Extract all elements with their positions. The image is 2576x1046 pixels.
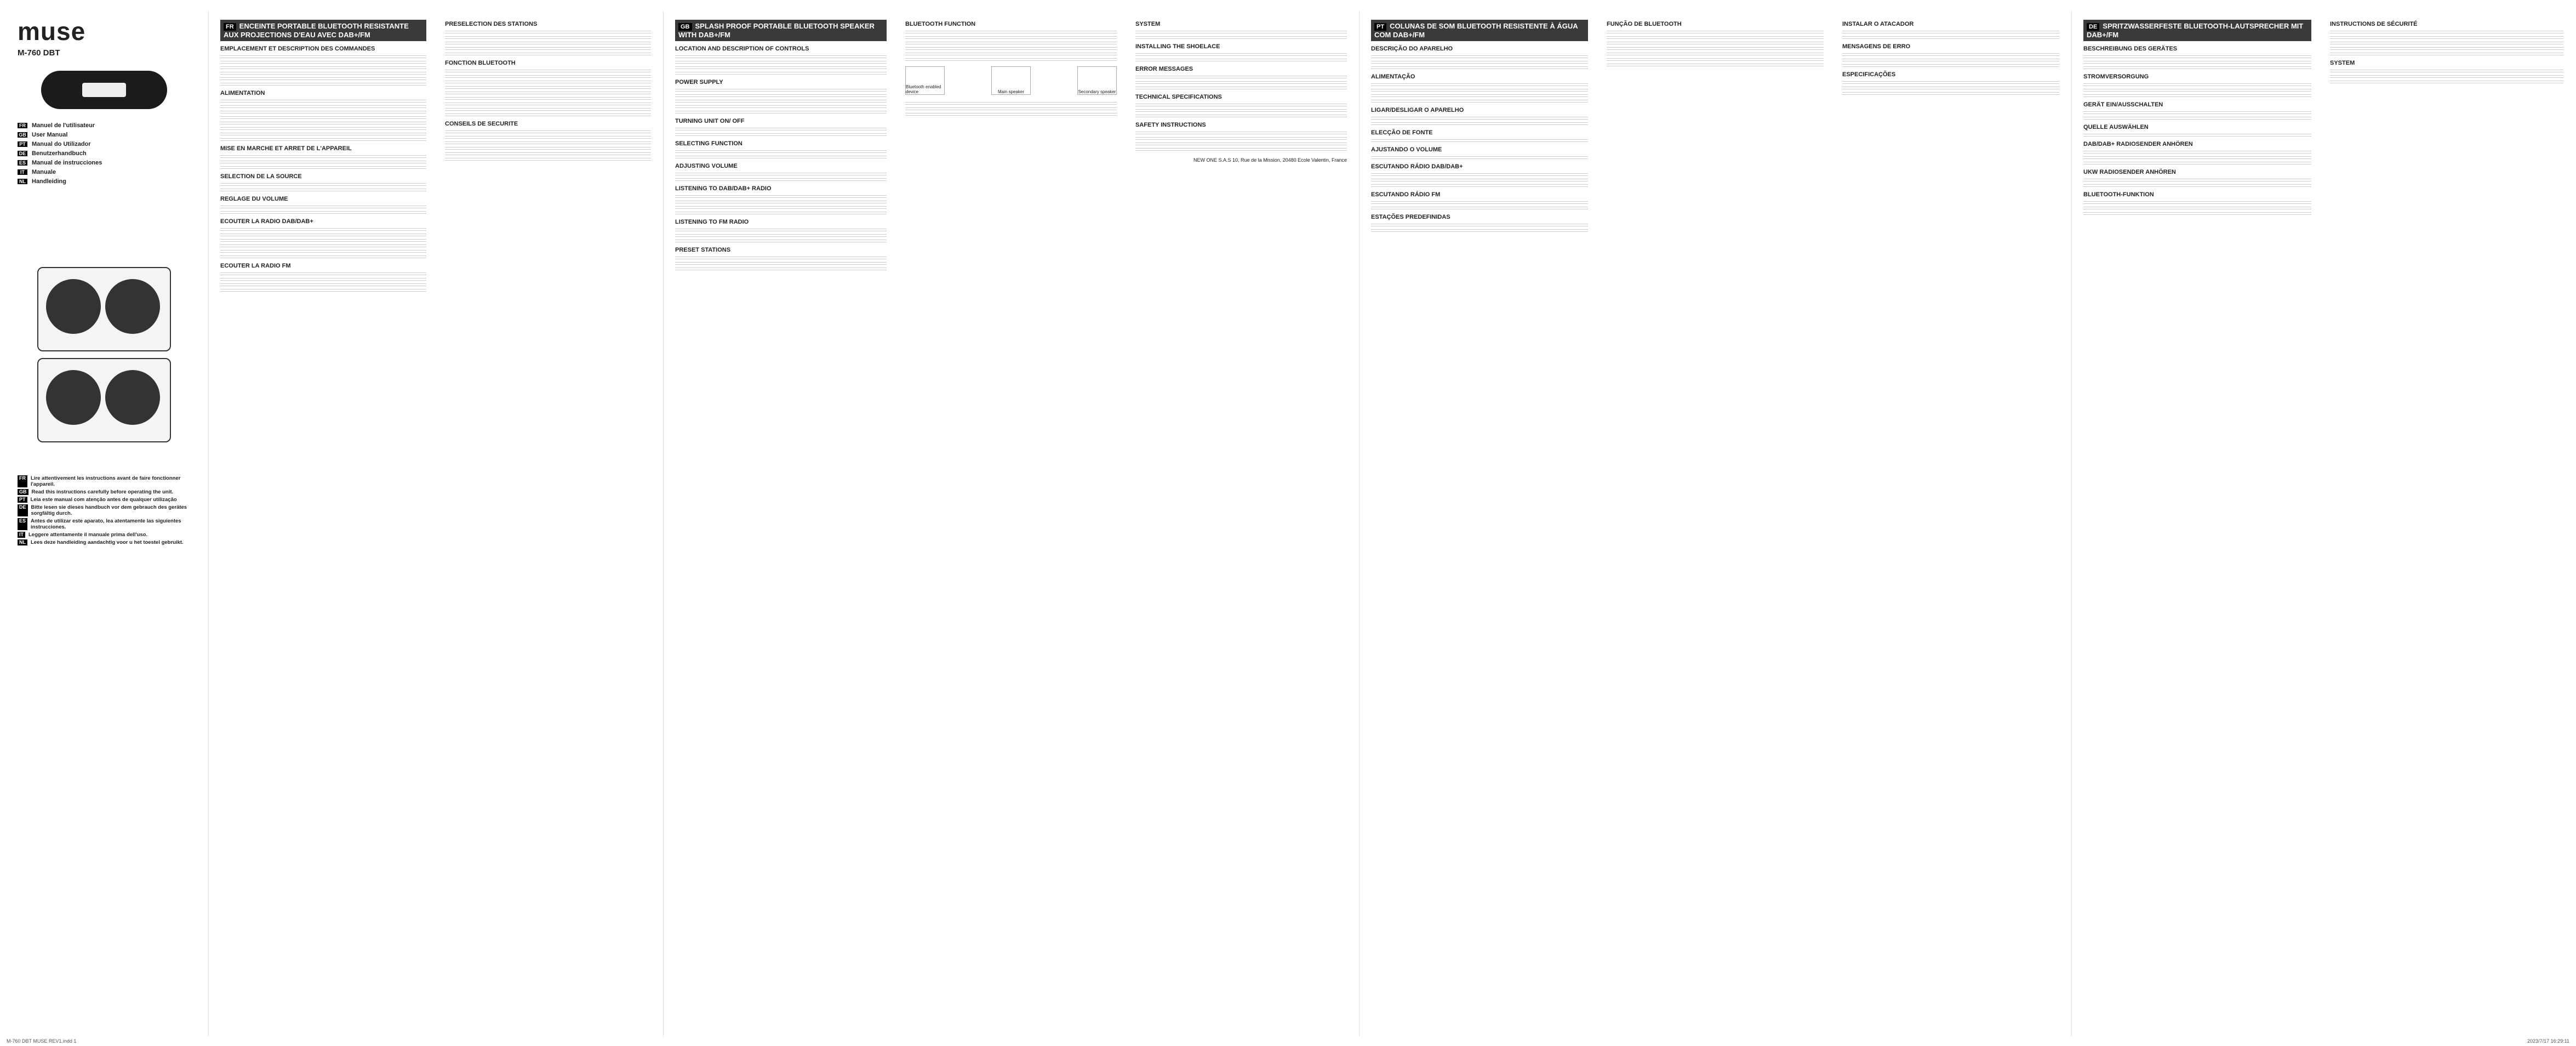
de-section: GERÄT EIN/AUSSCHALTEN xyxy=(2083,101,2163,108)
diagram-label: Bluetooth enabled device xyxy=(905,66,945,95)
warning-item: ES Antes de utilizar este aparato, lea atentamente las siguientes instrucciones. xyxy=(18,518,191,530)
fr-section: CONSEILS DE SECURITE xyxy=(445,121,518,127)
manual-item: ES Manual de instrucciones xyxy=(18,160,191,166)
model-number: M-760 DBT xyxy=(18,48,60,58)
fr-section: PRESELECTION DES STATIONS xyxy=(445,21,538,27)
manual-item: PT Manual do Utilizador xyxy=(18,141,191,147)
manual-item: GB User Manual xyxy=(18,132,191,138)
gb-section: ERROR MESSAGES xyxy=(1135,66,1193,72)
gb-section: BLUETOOTH FUNCTION xyxy=(905,21,976,27)
warning-item: PT Leia este manual com atenção antes de qualquer utilização xyxy=(18,497,191,503)
warning-item: FR Lire attentivement les instructions avant de faire fonctionner l'appareil. xyxy=(18,475,191,487)
fr-section: FONCTION BLUETOOTH xyxy=(445,60,516,66)
manual-item: DE Benutzerhandbuch xyxy=(18,150,191,157)
gb-column-3 xyxy=(1129,16,1353,1031)
pt-column-2 xyxy=(1600,16,1830,1031)
diagram-label: Secondary speaker xyxy=(1077,66,1117,95)
fr-section: ALIMENTATION xyxy=(220,90,265,96)
gb-section: SAFETY INSTRUCTIONS xyxy=(1135,122,1206,128)
top-diagram xyxy=(37,358,171,442)
address: NEW ONE S.A.S 10, Rue de la Mission, 20480 Ecole Valentin, France xyxy=(1193,157,1347,163)
gb-section: LISTENING TO FM RADIO xyxy=(675,219,749,225)
gb-section: INSTALLING THE SHOELACE xyxy=(1135,43,1220,50)
fr-title: FR ENCEINTE PORTABLE BLUETOOTH RESISTANTE AUX PROJECTIONS D'EAU AVEC DAB+/FM xyxy=(220,20,426,41)
de-section: BLUETOOTH-FUNKTION xyxy=(2083,191,2154,198)
gb-column-2 xyxy=(899,16,1123,1031)
de-column-2 xyxy=(2323,16,2570,1031)
de-title: DE SPRITZWASSERFESTE BLUETOOTH-LAUTSPRECHER MIT DAB+/FM xyxy=(2083,20,2311,41)
gb-section: LISTENING TO DAB/DAB+ RADIO xyxy=(675,185,772,192)
de-section: BESCHREIBUNG DES GERÄTES xyxy=(2083,46,2178,52)
pt-column-3 xyxy=(1836,16,2066,1031)
fr-section: REGLAGE DU VOLUME xyxy=(220,196,288,202)
gb-section: TURNING UNIT ON/ OFF xyxy=(675,118,745,124)
pt-section: AJUSTANDO O VOLUME xyxy=(1371,146,1442,153)
fr-column-2 xyxy=(438,16,658,1031)
bluetooth-diagram xyxy=(905,66,1117,95)
gb-title: GB SPLASH PROOF PORTABLE BLUETOOTH SPEAKER WITH DAB+/FM xyxy=(675,20,887,41)
pt-section: ESCUTANDO RÁDIO FM xyxy=(1371,191,1441,198)
warning-item: IT Leggere attentamente il manuale prima dell'uso. xyxy=(18,532,191,538)
fr-section: EMPLACEMENT ET DESCRIPTION DES COMMANDES xyxy=(220,46,375,52)
fr-section: ECOUTER LA RADIO DAB/DAB+ xyxy=(220,218,313,225)
gb-section: POWER SUPPLY xyxy=(675,79,723,86)
manual-item: FR Manuel de l'utilisateur xyxy=(18,122,191,129)
pt-section: DESCRIÇÃO DO APARELHO xyxy=(1371,46,1453,52)
fr-section: ECOUTER LA RADIO FM xyxy=(220,263,291,269)
de-column-1 xyxy=(2077,16,2318,1031)
de-section: STROMVERSORGUNG xyxy=(2083,73,2149,80)
pt-section: LIGAR/DESLIGAR O APARELHO xyxy=(1371,107,1464,113)
de-section: DAB/DAB+ RADIOSENDER ANHÖREN xyxy=(2083,141,2193,147)
gb-section: SYSTEM xyxy=(1135,21,1161,27)
warning-item: GB Read this instructions carefully before operating the unit. xyxy=(18,489,191,495)
pt-section: INSTALAR O ATACADOR xyxy=(1842,21,1914,27)
pt-section: FUNÇÃO DE BLUETOOTH xyxy=(1607,21,1682,27)
manual-item: IT Manuale xyxy=(18,169,191,175)
gb-section: TECHNICAL SPECIFICATIONS xyxy=(1135,94,1222,100)
print-footer-left: M-760 DBT MUSE REV1.indd 1 xyxy=(7,1038,77,1044)
de-section: UKW RADIOSENDER ANHÖREN xyxy=(2083,169,2176,175)
pt-section: ELECÇÃO DE FONTE xyxy=(1371,129,1433,136)
manual-item: NL Handleiding xyxy=(18,178,191,185)
fr-section: MISE EN MARCHE ET ARRET DE L'APPAREIL xyxy=(220,145,352,152)
gb-section: PRESET STATIONS xyxy=(675,247,731,253)
pt-section: ALIMENTAÇÃO xyxy=(1371,73,1415,80)
brand-logo: muse xyxy=(18,17,86,46)
gb-section: SELECTING FUNCTION xyxy=(675,140,742,147)
diagram-label: Main speaker xyxy=(991,66,1031,95)
pt-section: ESTAÇÕES PREDEFINIDAS xyxy=(1371,214,1450,220)
de-section: INSTRUCTIONS DE SÉCURITÉ xyxy=(2330,21,2418,27)
pt-section: MENSAGENS DE ERRO xyxy=(1842,43,1911,50)
print-footer-right: 2023/7/17 16:29:11 xyxy=(2527,1038,2569,1044)
de-section: SYSTEM xyxy=(2330,60,2355,66)
manual-language-list xyxy=(18,122,191,185)
warning-item: NL Lees deze handleiding aandachtig voor u het toestel gebruikt. xyxy=(18,539,191,545)
gb-column-1 xyxy=(669,16,893,1031)
pt-section: ESPECIFICAÇÕES xyxy=(1842,71,1896,78)
pt-section: ESCUTANDO RÁDIO DAB/DAB+ xyxy=(1371,163,1463,170)
de-section: QUELLE AUSWÄHLEN xyxy=(2083,124,2149,130)
speaker-image xyxy=(41,71,167,109)
gb-section: LOCATION AND DESCRIPTION OF CONTROLS xyxy=(675,46,809,52)
warning-list xyxy=(18,475,191,545)
pt-title: PT COLUNAS DE SOM BLUETOOTH RESISTENTE À ÁGUA COM DAB+/FM xyxy=(1371,20,1588,41)
pt-column-1 xyxy=(1364,16,1595,1031)
warning-item: DE Bitte lesen sie dieses handbuch vor dem gebrauch des gerätes sorgfältig durch. xyxy=(18,504,191,516)
fr-column-1 xyxy=(214,16,433,1031)
gb-section: ADJUSTING VOLUME xyxy=(675,163,738,169)
cover-column xyxy=(11,16,197,1031)
front-diagram xyxy=(37,267,171,351)
fr-section: SELECTION DE LA SOURCE xyxy=(220,173,302,180)
